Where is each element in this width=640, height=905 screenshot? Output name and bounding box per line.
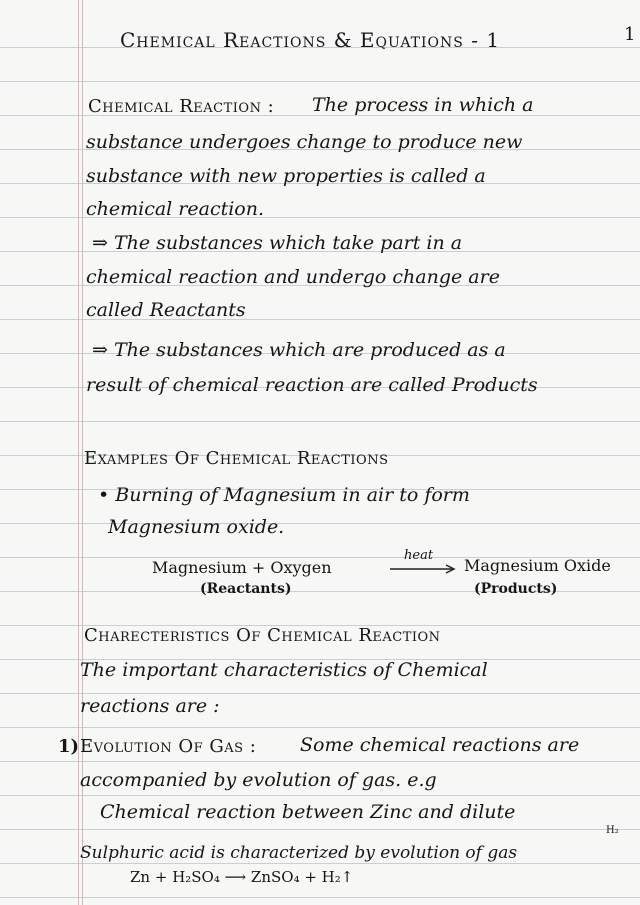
characteristics-intro-line: The important characteristics of Chemical <box>80 659 488 681</box>
equation-rhs: Magnesium Oxide <box>464 556 611 575</box>
products-note-line: result of chemical reaction are called Products <box>86 374 538 396</box>
characteristics-intro-line: reactions are : <box>80 695 220 717</box>
definition-line: The process in which a <box>312 94 534 116</box>
products-caption: (Products) <box>474 581 558 597</box>
zinc-equation: Zn + H₂SO₄ ⟶ ZnSO₄ + H₂↑ <box>130 868 354 886</box>
definition-line: substance undergoes change to produce new <box>86 131 523 153</box>
gas-superscript: H₂ <box>606 825 619 836</box>
characteristics-heading: Charecteristics Of Chemical Reaction <box>84 625 441 646</box>
example-bullet-line: • Burning of Magnesium in air to form <box>98 484 470 506</box>
page-number: 1 <box>624 24 636 45</box>
item-title: Evolution Of Gas : <box>80 736 257 757</box>
products-note-line: ⇒ The substances which are produced as a <box>92 339 506 361</box>
definition-line: substance with new properties is called a <box>86 165 486 187</box>
equation-arrow-label: heat <box>404 548 434 563</box>
examples-heading: Examples Of Chemical Reactions <box>84 448 389 469</box>
item-line: Some chemical reactions are <box>300 734 580 756</box>
reactants-note-line: ⇒ The substances which take part in a <box>92 232 463 254</box>
equation-lhs: Magnesium + Oxygen <box>152 558 332 577</box>
example-bullet-line: Magnesium oxide. <box>108 516 285 538</box>
item-line: Chemical reaction between Zinc and dilute <box>100 801 516 823</box>
item-number: 1) <box>58 736 80 757</box>
definition-term: Chemical Reaction : <box>88 96 275 117</box>
item-line: accompanied by evolution of gas. e.g <box>80 769 437 791</box>
margin-line <box>78 0 79 905</box>
definition-line: chemical reaction. <box>86 198 265 220</box>
reactants-note-line: called Reactants <box>86 299 246 321</box>
page-title: Chemical Reactions & Equations - 1 <box>120 28 501 52</box>
reactants-note-line: chemical reaction and undergo change are <box>86 266 500 288</box>
reactants-caption: (Reactants) <box>200 581 292 597</box>
equation-arrow <box>388 563 458 575</box>
item-line: Sulphuric acid is characterized by evolution of gas <box>80 843 518 863</box>
